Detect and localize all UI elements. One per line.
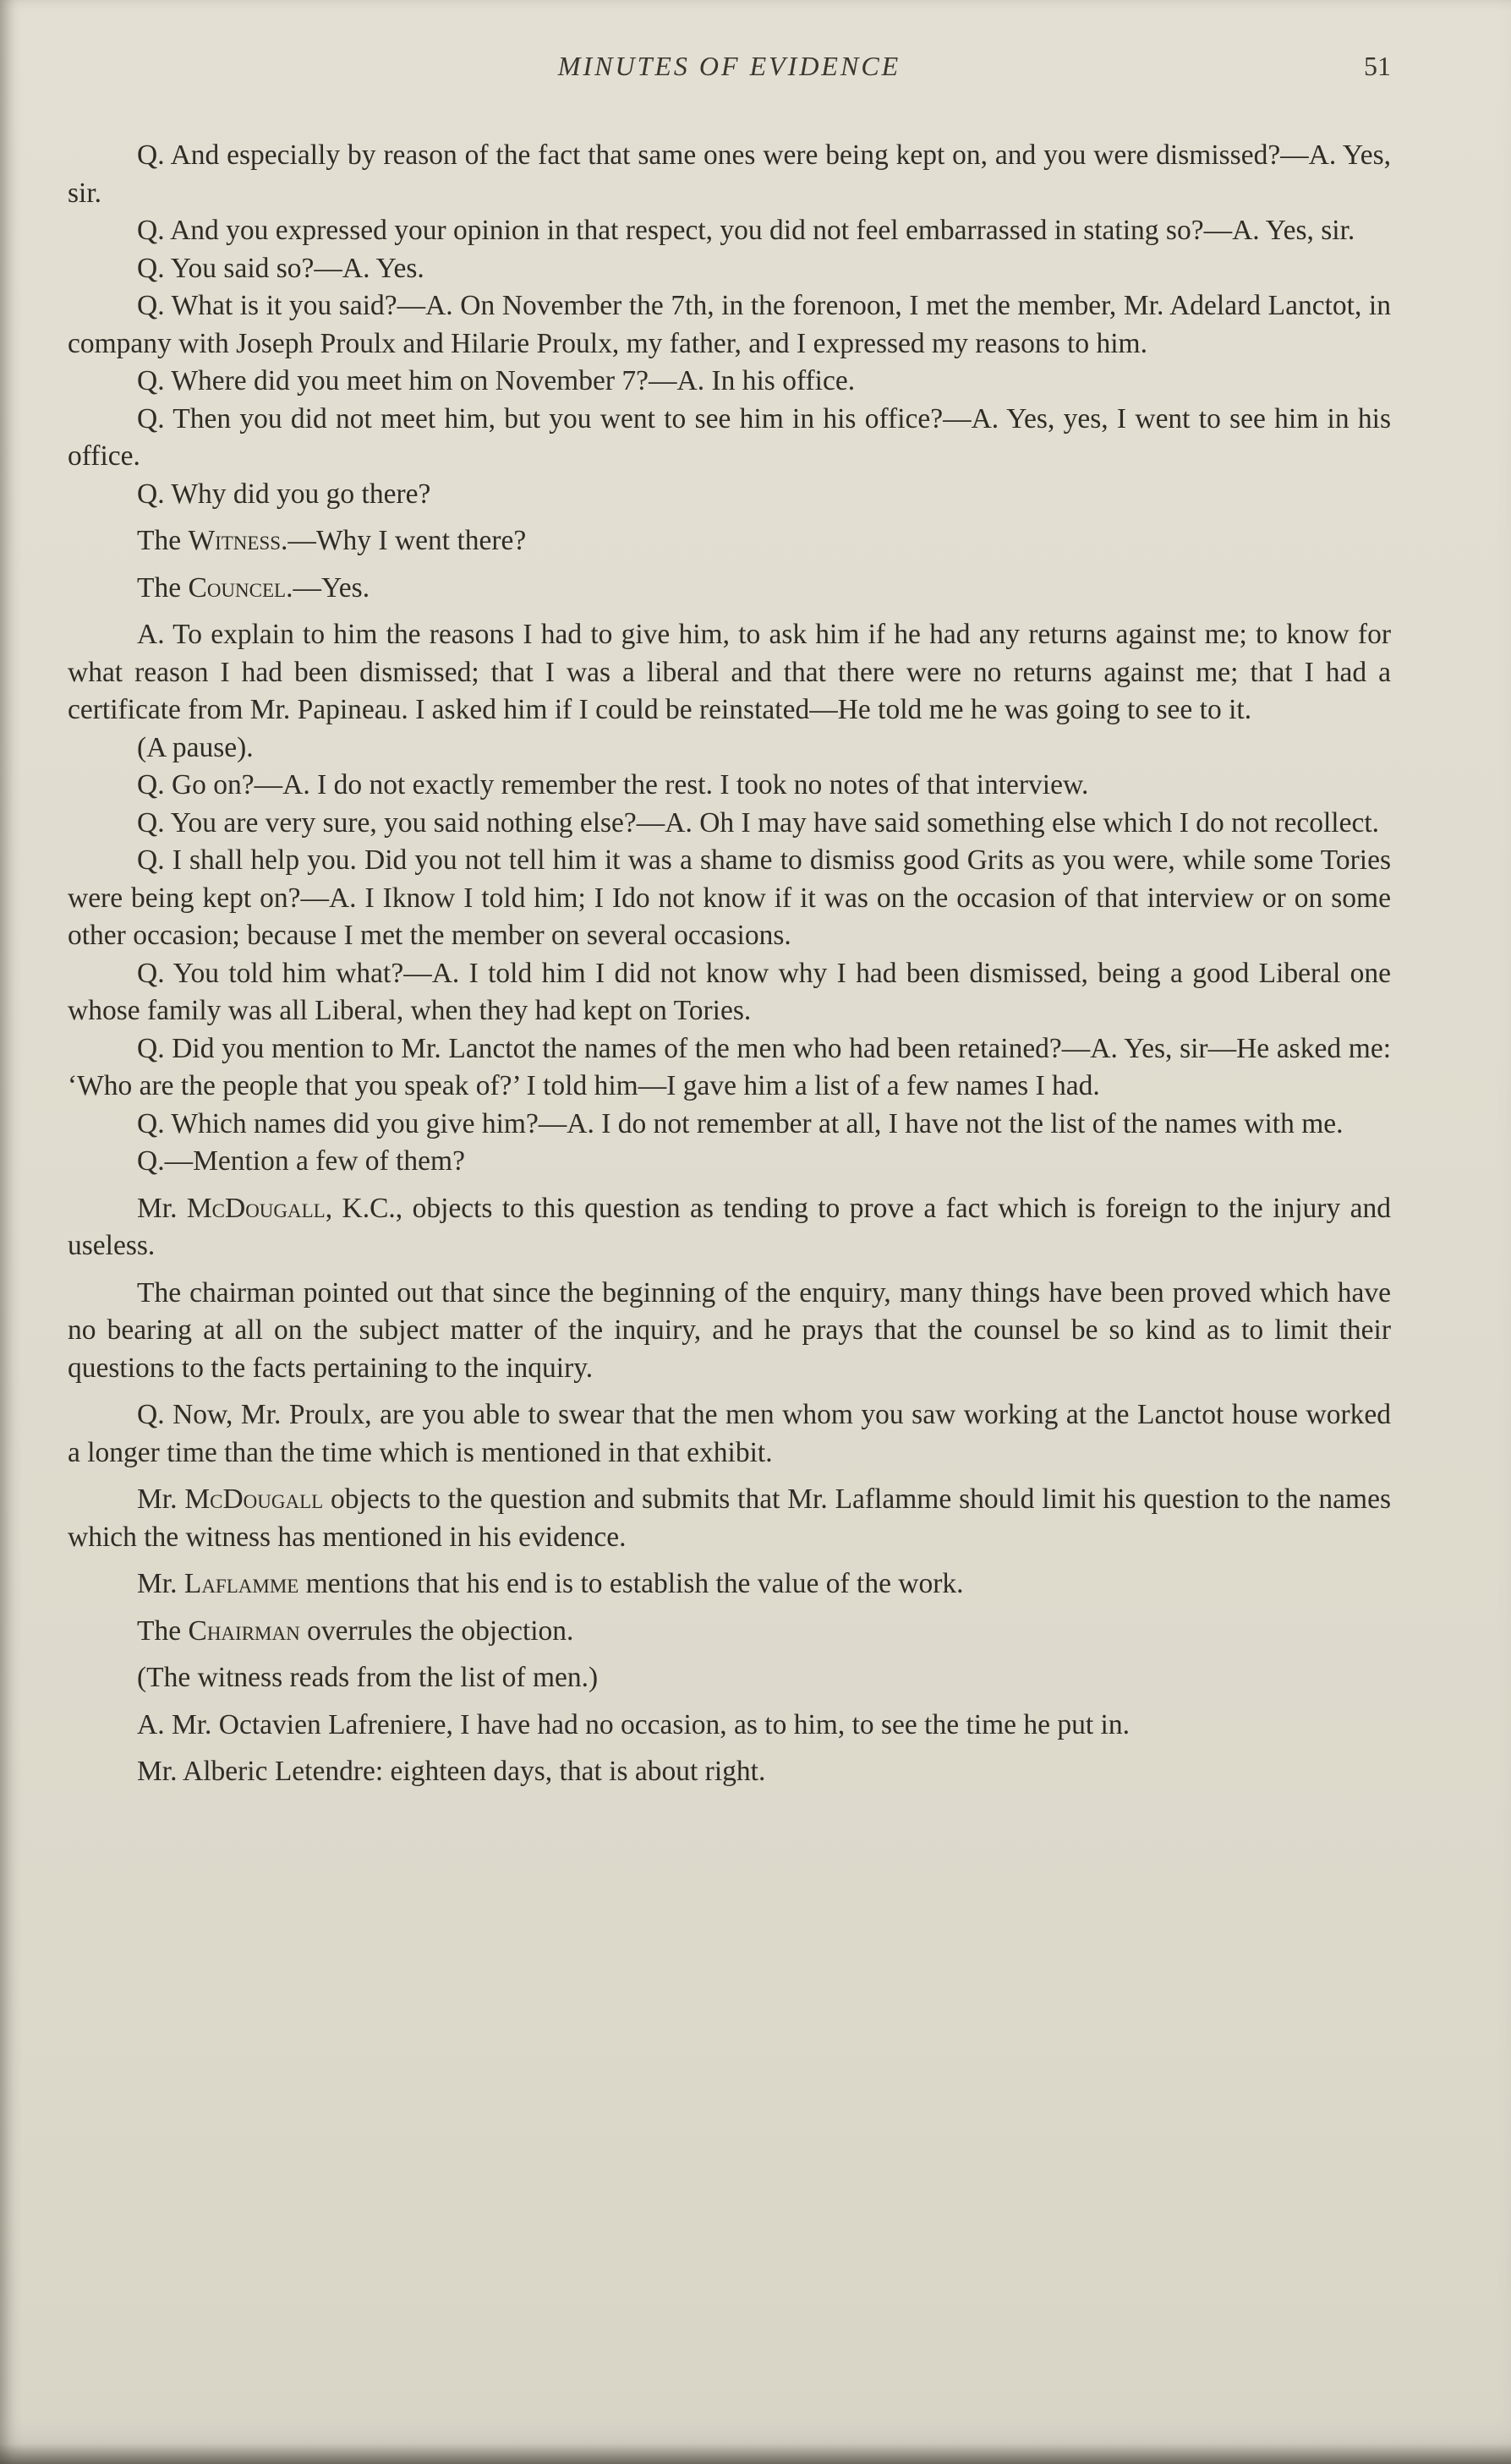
paragraph: Q. You said so?—A. Yes. bbox=[137, 252, 424, 284]
speaker-prefix: Mr. bbox=[137, 1483, 185, 1515]
paragraph: (A pause). bbox=[137, 731, 254, 763]
paragraph: Q. And especially by reason of the fact that same ones were being kept on, and you were dismissed?—A. Yes, sir. bbox=[68, 139, 1391, 209]
speaker-text: —Why I went there? bbox=[287, 525, 527, 556]
paragraph: Q. You are very sure, you said nothing else?—A. Oh I may have said something else which I do not recollect. bbox=[137, 806, 1380, 839]
speaker-prefix: Mr. bbox=[137, 1568, 184, 1599]
paragraph: The chairman pointed out that since the beginning of the enquiry, many things have been proved which have no bearing at all on the subject matter of the inquiry, and he prays that the counsel be so kind as to limit their questions to the facts pertaining to the inquiry. bbox=[68, 1276, 1391, 1384]
speaker-text: overrules the objection. bbox=[299, 1614, 574, 1647]
speaker-prefix: The bbox=[137, 1614, 189, 1647]
speaker-text: K.C., objects to this question as tending to prove a fact which is foreign to the injury and useless. bbox=[68, 1192, 1391, 1261]
paragraph bbox=[68, 1190, 1391, 1265]
body-text bbox=[68, 137, 1391, 1791]
paragraph bbox=[68, 570, 1391, 608]
page-header bbox=[68, 51, 1391, 88]
paragraph: Q.—Mention a few of them? bbox=[137, 1145, 465, 1177]
speaker-name: McDougall bbox=[184, 1483, 324, 1515]
speaker-prefix: Mr. bbox=[137, 1192, 187, 1224]
paragraph bbox=[68, 1481, 1391, 1556]
speaker-name: Chairman bbox=[188, 1614, 300, 1647]
paragraph: Q. Then you did not meet him, but you went to see him in his office?—A. Yes, yes, I went to see him in his office. bbox=[68, 402, 1391, 472]
speaker-name: Laflamme bbox=[183, 1568, 299, 1599]
page-edge-shadow bbox=[0, 2444, 1511, 2464]
paragraph: (The witness reads from the list of men.) bbox=[137, 1662, 599, 1693]
running-title: MINUTES OF EVIDENCE bbox=[557, 51, 901, 81]
paragraph: Q. What is it you said?—A. On November the 7th, in the forenoon, I met the member, Mr. Adelard Lanctot, in company with Joseph Proulx and Hilarie Proulx, my father, and I expressed my reasons to him. bbox=[68, 290, 1391, 359]
paragraph: Q. You told him what?—A. I told him I did not know why I had been dismissed, being a good Liberal one whose family was all Liberal, when they had kept on Tories. bbox=[68, 957, 1391, 1026]
paragraph: Q. And you expressed your opinion in that respect, you did not feel embarrassed in stating so?—A. Yes, sir. bbox=[137, 215, 1355, 246]
paragraph: Q. Go on?—A. I do not exactly remember the rest. I took no notes of that interview. bbox=[137, 769, 1089, 800]
paragraph: Q. Why did you go there? bbox=[137, 478, 431, 510]
speaker-text: mentions that his end is to establish the value of the work. bbox=[298, 1568, 964, 1599]
speaker-name: McDougall, bbox=[186, 1192, 333, 1224]
paragraph: Q. Did you mention to Mr. Lanctot the names of the men who had been retained?—A. Yes, sir—He asked me: ‘Who are the people that you speak of?’ I told him—I gave him a list of a few names I had. bbox=[68, 1032, 1391, 1101]
speaker-text: objects to the question and submits that Mr. Laflamme should limit his question to the names which the witness has mentioned in his evidence. bbox=[68, 1483, 1391, 1553]
paragraph: Q. Which names did you give him?—A. I do not remember at all, I have not the list of the names with me. bbox=[137, 1107, 1344, 1139]
page-number: 51 bbox=[1364, 51, 1391, 81]
paragraph: Q. Now, Mr. Proulx, are you able to swear that the men whom you saw working at the Lanctot house worked a longer time than the time which is mentioned in that exhibit. bbox=[68, 1399, 1391, 1468]
paragraph: Q. Where did you meet him on November 7?—A. In his office. bbox=[137, 365, 856, 396]
paragraph bbox=[68, 522, 1391, 560]
paragraph: A. To explain to him the reasons I had to give him, to ask him if he had any returns against me; to know for what reason I had been dismissed; that I was a liberal and that there were no returns against me; that I had a certificate from Mr. Papineau. I asked him if I could be reinstated—He told me he was going to see to it. bbox=[68, 619, 1391, 725]
speaker-text: —Yes. bbox=[293, 571, 370, 604]
paragraph: Mr. Alberic Letendre: eighteen days, that is about right. bbox=[137, 1756, 766, 1787]
speaker-name: Councel. bbox=[188, 571, 293, 604]
speaker-prefix: The bbox=[137, 571, 189, 604]
speaker-prefix: The bbox=[137, 525, 189, 556]
paragraph bbox=[68, 1565, 1391, 1604]
paragraph: A. Mr. Octavien Lafreniere, I have had no occasion, as to him, to see the time he put in. bbox=[137, 1708, 1130, 1740]
paragraph bbox=[68, 1613, 1391, 1651]
paragraph: Q. I shall help you. Did you not tell him it was a shame to dismiss good Grits as you were, while some Tories were being kept on?—A. I Iknow I told him; I Ido not know if it was on the occasion of that interview or on some other occasion; because I met the member on several occasions. bbox=[68, 844, 1391, 951]
speaker-name: Witness. bbox=[188, 525, 288, 556]
